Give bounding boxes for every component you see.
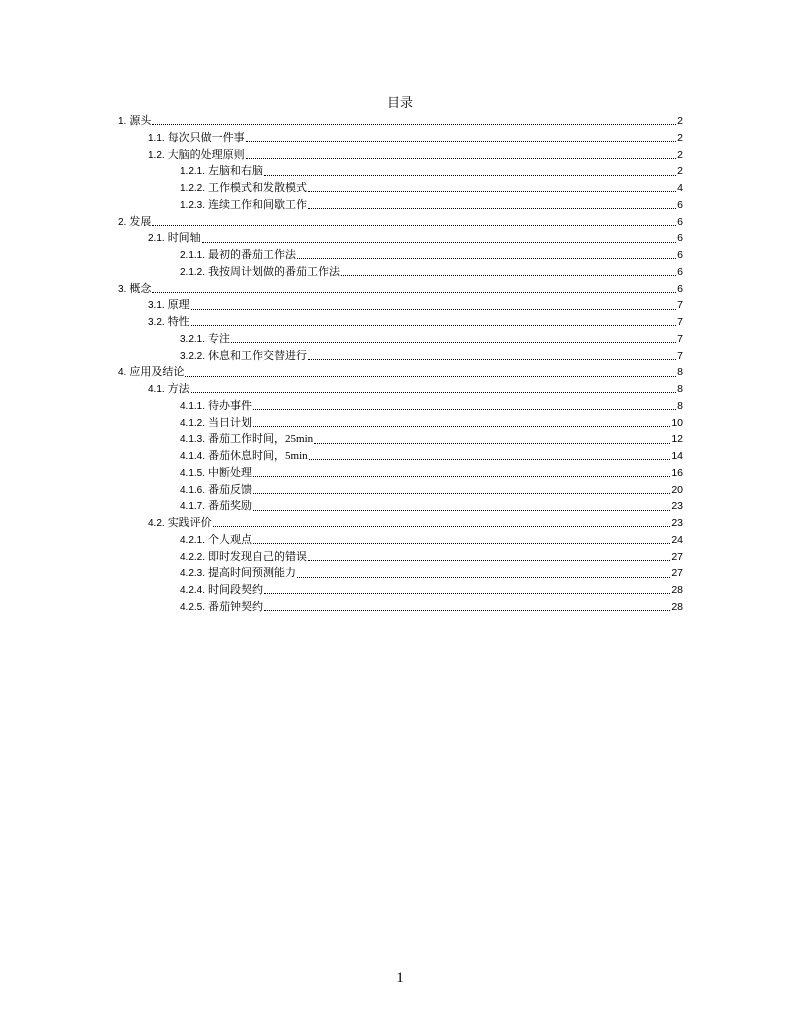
toc-entry-number: 3.2. [148,317,165,328]
toc-entry-number: 1.2.3. [180,199,206,211]
toc-entry-page: 14 [671,450,683,462]
toc-entry-label: 我按周计划做的番茄工作法 [208,265,341,278]
toc-entry-number: 4. [118,367,127,379]
toc-entry-label: 连续工作和间歇工作 [208,198,308,211]
toc-dot-leader [308,350,676,362]
toc-entry[interactable] [118,599,683,616]
toc-dot-leader [264,601,670,613]
toc-entry-label: 发展 [129,215,152,228]
toc-entry-label: 个人观点 [208,533,253,546]
toc-entry-label: 番茄奖励 [208,500,253,513]
toc-entry-label: 待办事件 [208,399,253,412]
toc-entry-page: 23 [671,517,683,529]
toc-entry-page: 7 [677,299,683,312]
toc-entry[interactable] [118,297,683,314]
toc-entry[interactable] [118,348,683,365]
toc-dot-leader [264,584,670,596]
toc-title: 目录 [386,95,413,110]
toc-entry-label: 番茄反馈 [208,483,253,496]
toc-entry[interactable] [118,331,683,348]
toc-dot-leader [152,216,676,228]
toc-entry-page: 20 [671,483,683,496]
toc-entry-label: 时间轴 [167,232,201,245]
toc-entry-label: 番茄钟契约 [208,600,264,613]
toc-entry[interactable] [118,247,683,264]
toc-dot-leader [297,249,676,261]
toc-entry[interactable] [118,549,683,566]
toc-entry-number: 1. [118,116,127,127]
toc-entry-number: 2. [118,216,127,228]
toc-dot-leader [309,450,671,462]
toc-entry[interactable] [118,582,683,599]
toc-entry[interactable] [118,498,683,515]
toc-dot-leader [191,383,676,395]
toc-entry-number: 1.2.2. [180,183,206,194]
toc-entry-number: 2.1.2. [180,266,206,278]
toc-entry-label: 专注 [208,332,231,345]
toc-dot-leader [191,300,676,312]
toc-entry[interactable] [118,398,683,415]
page-number: 1 [396,970,404,986]
toc-entry[interactable] [118,448,683,465]
toc-entry[interactable] [118,532,683,549]
toc-entry-label: 工作模式和发散模式 [208,182,308,194]
toc-dot-leader [246,149,676,161]
toc-entry-page: 28 [671,584,683,596]
toc-entry-page: 6 [677,282,683,295]
toc-entry-number: 4.1.4. [180,451,206,462]
toc-entry[interactable] [118,130,683,147]
toc-dot-leader [308,182,676,194]
toc-entry-page: 6 [677,198,683,211]
toc-dot-leader [231,333,676,345]
toc-entry[interactable] [118,381,683,398]
toc-entry-label: 即时发现自己的错误 [208,550,308,563]
toc-dot-leader [246,132,676,144]
toc-entry[interactable] [118,465,683,482]
toc-entry-number: 3.2.1. [180,333,206,345]
toc-entry-page: 2 [677,131,683,144]
toc-entry[interactable] [118,113,683,130]
toc-entry-number: 4.1.7. [180,501,206,513]
toc-dot-leader [253,400,676,412]
toc-entry-page: 10 [671,416,683,429]
toc-entry[interactable] [118,214,683,231]
toc-entry-page: 6 [677,215,683,228]
toc-dot-leader [253,534,670,546]
toc-entry[interactable] [118,163,683,180]
toc-entry-page: 7 [677,316,683,328]
toc-entry-number: 4.2.5. [180,601,206,613]
toc-entry-number: 4.1. [148,384,165,395]
toc-entry[interactable] [118,264,683,281]
toc-entry-page: 6 [677,249,683,261]
toc-dot-leader [253,501,670,513]
toc-dot-leader [152,283,676,295]
toc-dot-leader [341,266,676,278]
toc-entry-label: 提高时间预测能力 [208,567,297,580]
toc-entry-label: 番茄休息时间，5min [208,450,308,462]
toc-entry-page: 27 [671,567,683,580]
toc-entry-number: 2.1. [148,233,165,245]
toc-entry-label: 原理 [167,299,190,312]
toc-entry-number: 4.1.2. [180,417,206,429]
toc-entry-label: 左脑和右脑 [208,165,264,178]
toc-entry[interactable] [118,147,683,164]
toc-entry[interactable] [118,180,683,197]
toc-dot-leader [253,484,670,496]
toc-entry[interactable] [118,197,683,214]
toc-entry-label: 实践评价 [167,517,212,529]
toc-entry-page: 2 [677,148,683,161]
toc-entry[interactable] [118,482,683,499]
toc-entry-label: 番茄工作时间，25min [208,433,314,446]
toc-entry-page: 6 [677,265,683,278]
toc-entry-label: 大脑的处理原则 [167,148,245,161]
toc-entry[interactable] [118,515,683,532]
toc-entry-number: 4.2.4. [180,585,206,596]
toc-entry-page: 27 [671,550,683,563]
toc-dot-leader [264,166,676,178]
toc-entry-page: 8 [677,366,683,379]
toc-entry-page: 7 [677,349,683,362]
toc-entry-label: 当日计划 [208,416,253,429]
toc-dot-leader [308,199,676,211]
toc-entry[interactable] [118,314,683,331]
toc-entry-page: 2 [677,165,683,178]
toc-entry-page: 16 [671,466,683,479]
toc-entry-label: 源头 [129,115,152,127]
toc-entry-number: 1.1. [148,132,165,144]
toc-entry-number: 4.1.5. [180,467,206,479]
toc-dot-leader [314,434,670,446]
toc-entry-number: 4.2.1. [180,534,206,546]
toc-entry-number: 1.2. [148,149,165,161]
toc-entry-page: 28 [671,600,683,613]
toc-dot-leader [253,467,670,479]
toc-entry-label: 中断处理 [208,466,253,479]
toc-entry-page: 6 [677,232,683,245]
toc-entry[interactable] [118,565,683,582]
toc-entry[interactable] [118,364,683,381]
toc-dot-leader [152,115,676,127]
toc-entry-page: 23 [671,500,683,513]
toc-dot-leader [202,233,676,245]
toc-entry-label: 最初的番茄工作法 [208,249,297,261]
toc-entry-page: 12 [671,433,683,446]
toc-entry-page: 4 [677,182,683,194]
toc-entry[interactable] [118,230,683,247]
toc-dot-leader [308,551,670,563]
toc-entry-page: 7 [677,332,683,345]
toc-entry-number: 4.2. [148,518,165,529]
toc-entry-page: 8 [677,383,683,395]
toc-entry-number: 2.1.1. [180,250,206,261]
toc-entry[interactable] [118,431,683,448]
toc-dot-leader [297,568,670,580]
toc-entry-label: 休息和工作交替进行 [208,349,308,362]
table-of-contents [118,113,683,616]
toc-entry-label: 每次只做一件事 [167,131,245,144]
toc-entry-number: 3. [118,283,127,295]
toc-entry-label: 应用及结论 [129,366,185,379]
toc-dot-leader [191,316,676,328]
toc-entry-number: 3.1. [148,300,165,312]
toc-entry-number: 3.2.2. [180,350,206,362]
toc-entry-page: 2 [677,115,683,127]
toc-entry-label: 特性 [167,316,190,328]
toc-entry-number: 4.2.2. [180,551,206,563]
toc-entry-number: 4.1.3. [180,434,206,446]
toc-dot-leader [253,417,670,429]
toc-entry-label: 方法 [167,383,190,395]
toc-dot-leader [185,367,676,379]
toc-entry-number: 4.2.3. [180,568,206,580]
toc-entry-label: 时间段契约 [208,584,264,596]
toc-dot-leader [213,517,671,529]
toc-entry-page: 8 [677,399,683,412]
toc-entry-label: 概念 [129,282,152,295]
toc-entry-page: 24 [671,533,683,546]
toc-entry-number: 4.1.6. [180,484,206,496]
toc-entry[interactable] [118,281,683,298]
toc-entry-number: 1.2.1. [180,166,206,178]
toc-entry[interactable] [118,415,683,432]
toc-entry-number: 4.1.1. [180,400,206,412]
